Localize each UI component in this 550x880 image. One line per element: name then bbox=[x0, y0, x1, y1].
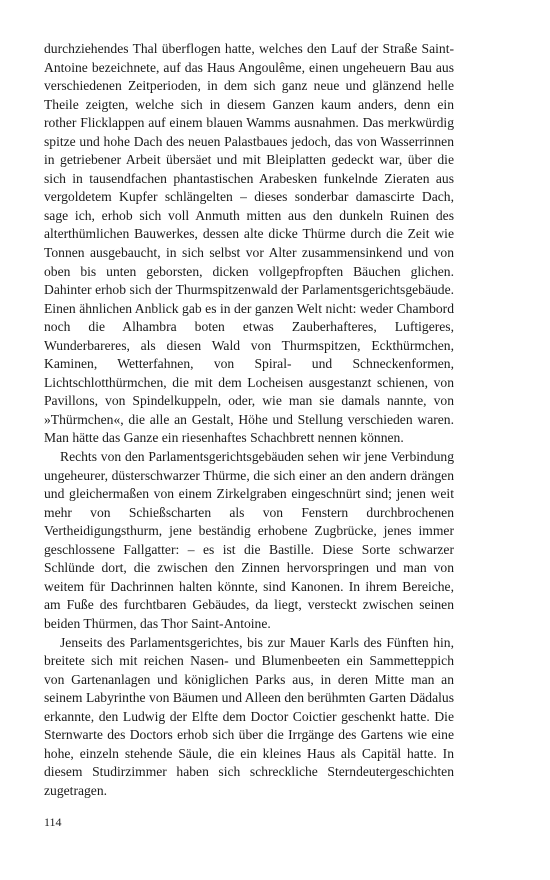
paragraph-2: Rechts von den Parlamentsgerichtsgebäuden sehen wir jene Verbindung ungeheurer, düsterschwarzer Thürme, die sich einer an den andern drängen und gleichermaßen von einem Zirkelgraben eingeschnürt sind; jenen weit mehr von Schießscharten als von Fenstern durchbrochenen Vertheidigungsthurm, jene beständig erhobene Zugbrücke, jenes immer geschlossene Fallgatter: – es ist die Bastille. Diese Sorte schwarzer Schlünde dort, die zwischen den Zinnen hervorspringen und man von weitem für Dachrinnen halten könnte, sind Kanonen. In ihrem Bereiche, am Fuße des furchtbaren Gebäudes, da liegt, versteckt zwischen seinen beiden Thürmen, das Thor Saint-Antoine. bbox=[44, 449, 454, 631]
page-number: 114 bbox=[44, 815, 62, 829]
body-text bbox=[44, 40, 454, 800]
paragraph-1: durchziehendes Thal überflogen hatte, welches den Lauf der Straße Saint-Antoine bezeichnete, auf das Haus Angoulême, einen ungeheuern Bau aus verschiedenen Zeitperioden, in dem sich ganz neue und glänzend helle Theile zeigten, welche sich in diesem Ganzen kaum anders, denn ein rother Flicklappen auf einem blauen Wamms ausnahmen. Das merkwürdig spitze und hohe Dach des neuen Palastbaues jedoch, das von Wasserrinnen in getriebener Arbeit übersäet und mit Bleiplatten gedeckt war, über die sich in tausendfachen phantastischen Arabesken funkelnde Zieraten aus vergoldetem Kupfer schlängelten – dieses sonderbar damascirte Dach, sage ich, erhob sich voll Anmuth mitten aus den dunkeln Ruinen des alterthümlichen Bauwerkes, dessen alte dicke Thürme durch die Zeit wie Tonnen ausgebaucht, in sich selbst vor Alter zusammensinkend und von oben bis unten geborsten, dicken vollgepfropften Bäuchen glichen. Dahinter erhob sich der Thurmspitzenwald der Parlamentsgerichtsgebäude. Einen ähnlichen Anblick gab es in der ganzen Welt nicht: weder Chambord noch die Alhambra boten etwas Zauberhafteres, Luftigeres, Wunderbareres, als diesen Wald von Thurmspitzen, Eckthürmchen, Kaminen, Wetterfahnen, von Spiral- und Schneckenformen, Lichtschlotthürmchen, die mit dem Locheisen ausgestanzt schienen, von Pavillons, von Spindelkuppeln, oder, wie man sie damals nannte, von »Thürmchen«, die alle an Gestalt, Höhe und Stellung verschieden waren. Man hätte das Ganze ein riesenhaftes Schachbrett nennen können. bbox=[44, 41, 454, 446]
paragraph-3: Jenseits des Parlamentsgerichtes, bis zur Mauer Karls des Fünften hin, breitete sich mit reichen Nasen- und Blumenbeeten ein Sammetteppich von Gartenanlagen und königlichen Parks aus, in deren Mitte man an seinem Labyrinthe von Bäumen und Alleen den berühmten Garten Dädalus erkannte, den Ludwig der Elfte dem Doctor Coictier geschenkt hatte. Die Sternwarte des Doctors erhob sich über die Irrgänge des Gartens wie eine hohe, einzeln stehende Säule, die ein kleines Haus als Capitäl hatte. In diesem Studirzimmer haben sich schreckliche Sterndeutergeschichten zugetragen. bbox=[44, 634, 454, 798]
